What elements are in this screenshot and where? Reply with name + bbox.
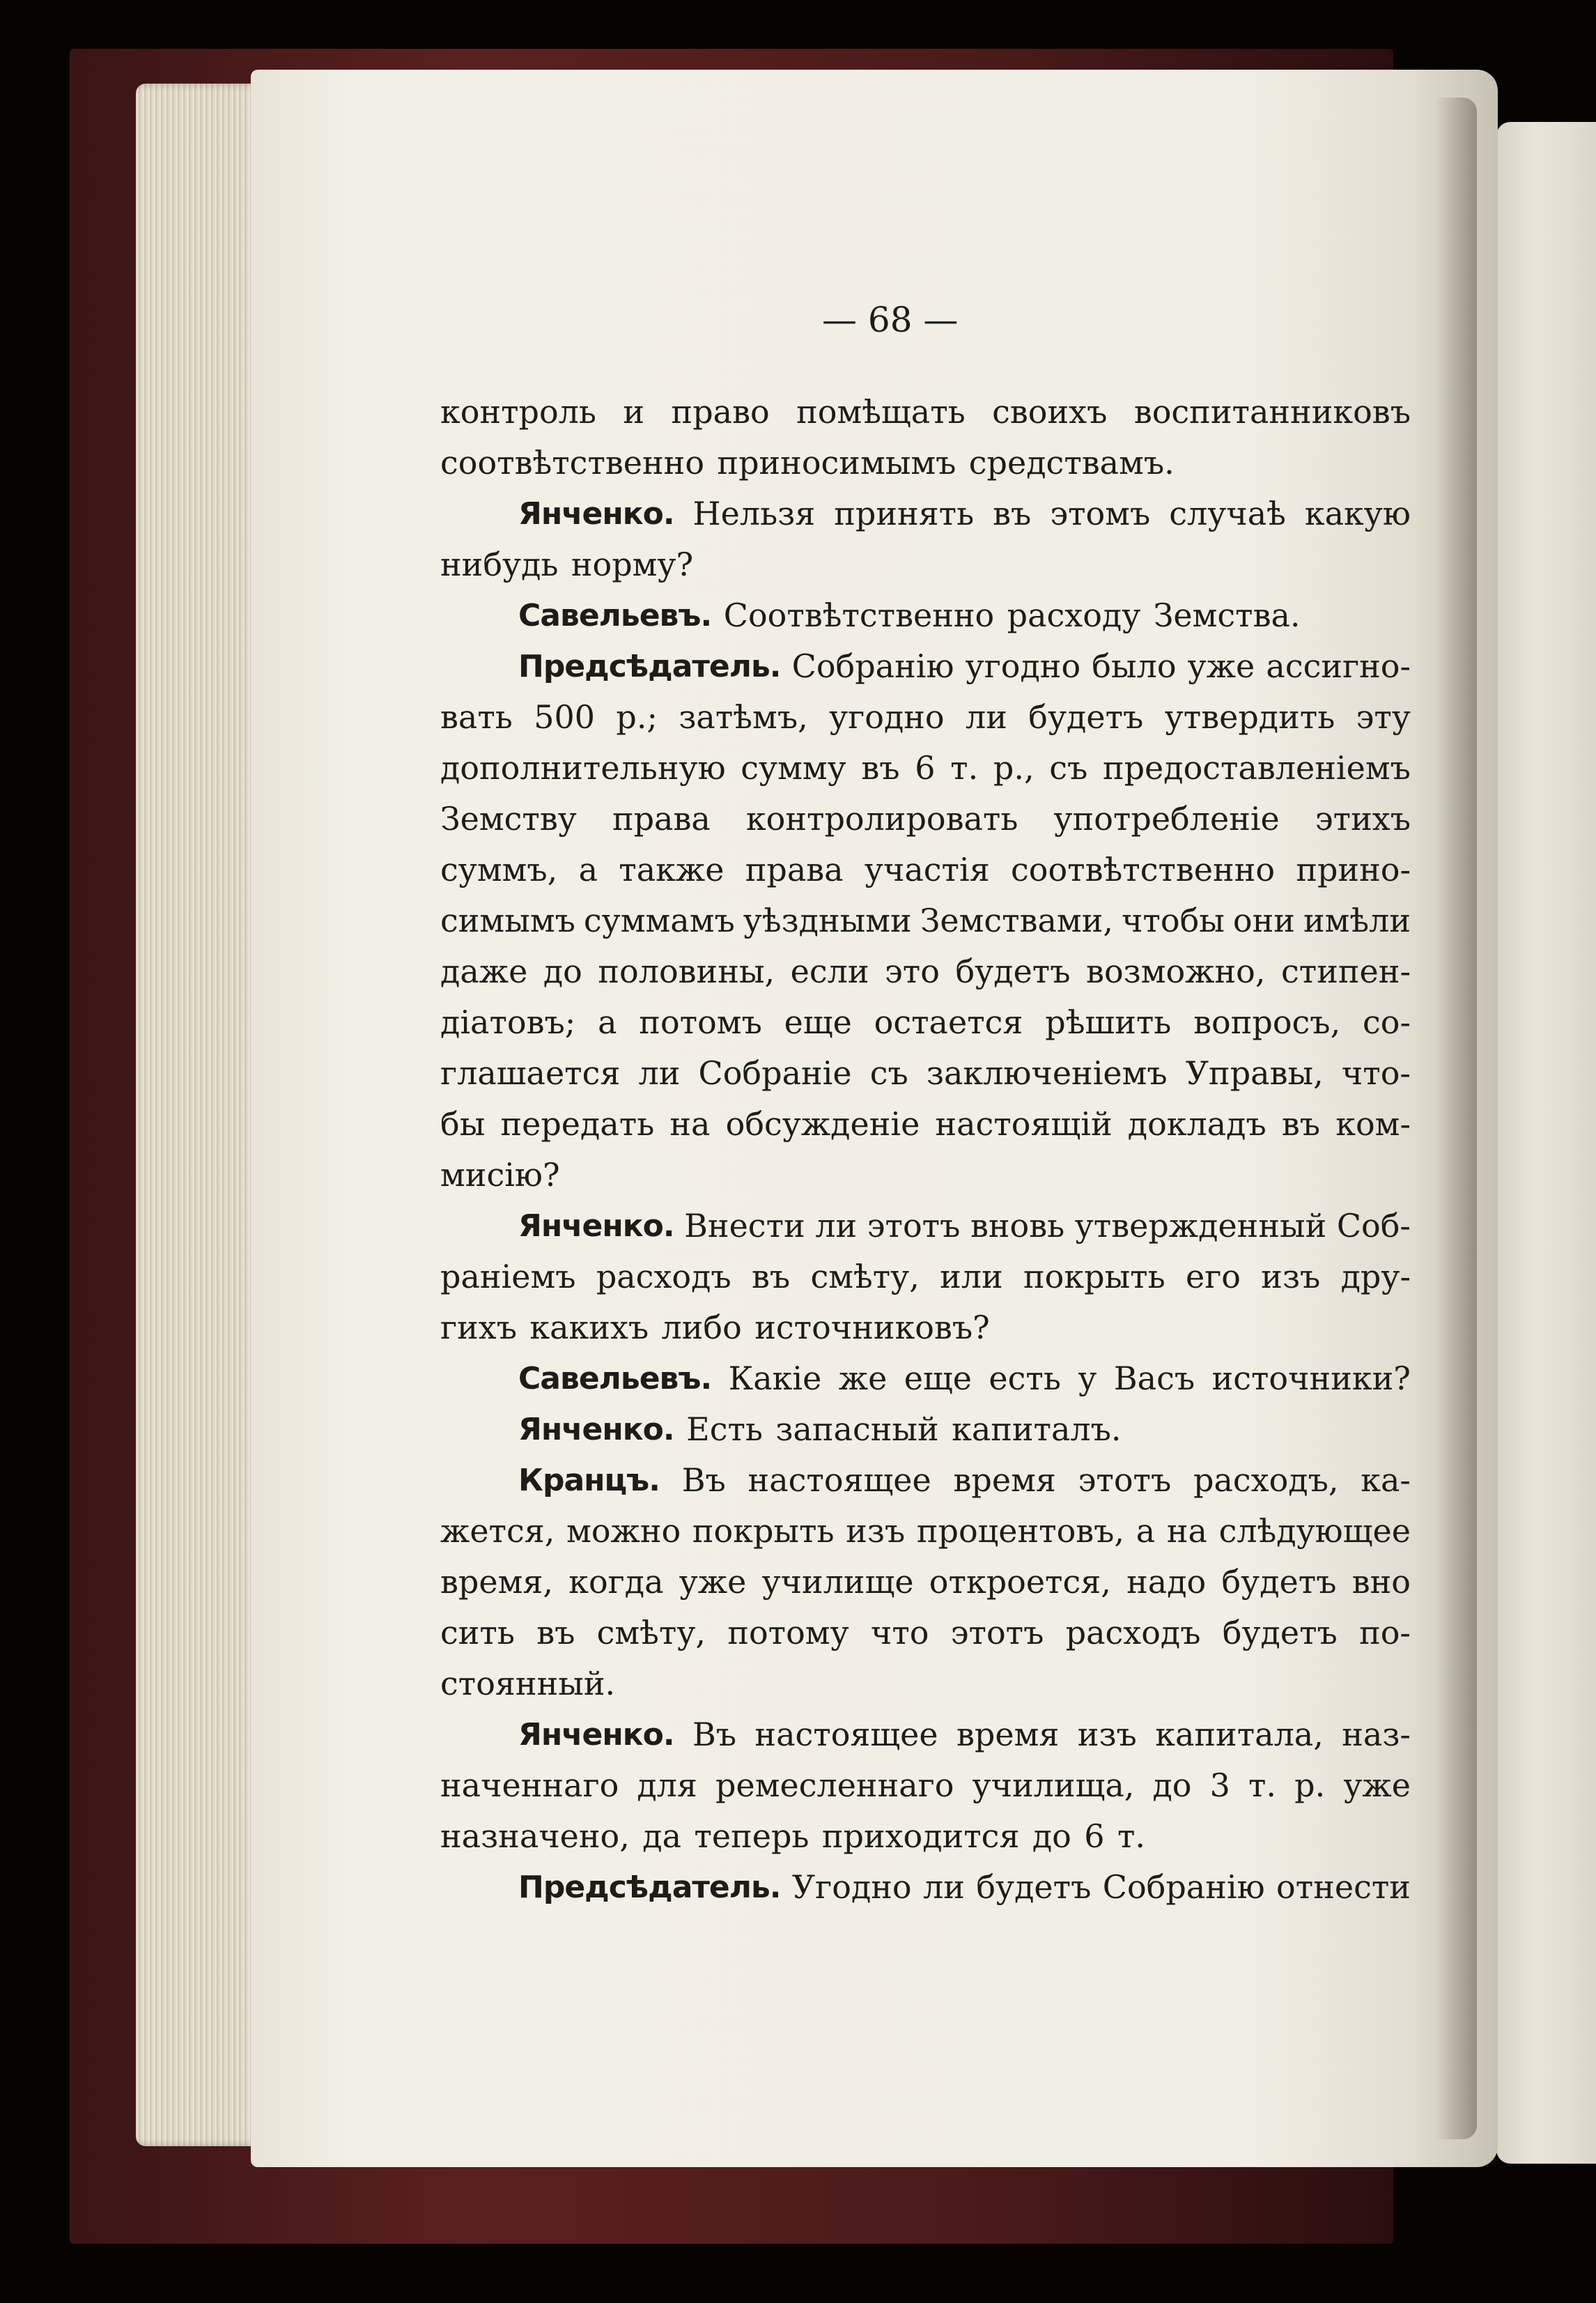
word: училища, [972,1766,1135,1804]
word: этотъ [950,1614,1044,1651]
word: вновь [970,1207,1065,1245]
word: ремесленнаго [715,1766,954,1804]
word: 3 [1209,1766,1230,1804]
word: р.; [616,698,658,736]
word: на [669,1105,711,1143]
word: когда [568,1563,664,1601]
word: нибудь [440,546,559,583]
word: покрыть [1023,1258,1165,1295]
word: или [940,1258,1003,1295]
word: 6 [915,749,936,787]
word: а [1136,1512,1156,1550]
word: возможно, [1086,953,1266,990]
word: Есть [686,1410,763,1448]
speaker-name: Предсѣдатель. [518,649,781,684]
word: настоящее [754,1716,938,1753]
word: смѣту, [596,1614,706,1651]
word: угодно [965,647,1081,685]
word: уже [679,1563,747,1601]
text-line [440,895,1411,946]
word: сить [440,1614,515,1651]
word: раніемъ [440,1258,576,1295]
word: какую [1304,495,1411,532]
word: стоянный. [440,1665,616,1702]
word: въ [536,1614,575,1651]
word: бы [440,1105,486,1143]
word: источники? [1211,1360,1411,1397]
word: докладъ [1127,1105,1266,1143]
word: діатовъ; [440,1003,576,1041]
word: принять [834,495,975,532]
text-line [440,1557,1411,1608]
word: также [619,851,725,888]
text-line [440,743,1411,794]
word: Угодно [791,1868,912,1906]
word: Въ [692,1716,737,1753]
speaker-name: Янченко. [518,1412,674,1447]
word: Нельзя [692,495,816,532]
word: еще [784,1003,852,1041]
word: будетъ [1028,698,1144,736]
word: по- [1359,1614,1411,1651]
text-line [440,539,1411,590]
text-line [440,1099,1411,1150]
word: средствамъ. [968,444,1175,482]
word: ка- [1361,1461,1411,1499]
word: утвердить [1164,698,1335,736]
word: Въ [681,1461,726,1499]
text-line [440,1302,1411,1353]
word: симымъ [440,902,575,939]
word: мисію? [440,1156,560,1194]
word: этотъ [1078,1461,1172,1499]
word: капитала, [1155,1716,1324,1753]
word: уже [1187,647,1255,685]
word: суммъ, [440,851,558,888]
word: жется, [440,1512,555,1550]
word: что [870,1614,929,1651]
page-gutter-shadow [1435,98,1477,2139]
word: время [953,1461,1056,1499]
word: соотвѣтственно [440,444,705,482]
word: затѣмъ, [679,698,808,736]
word: даже [440,953,528,990]
word: надо [1126,1563,1207,1601]
text-line [440,641,1411,692]
word: глашается [440,1054,621,1092]
word: т. [1117,1817,1146,1855]
word: и [623,393,645,431]
word: Какіе [728,1360,822,1397]
word: участія [864,851,990,888]
word: контроль [440,393,596,431]
speaker-name: Савельевъ. [518,598,712,633]
word: этомъ [1050,495,1151,532]
text-line [440,590,1411,641]
word: дополнительную [440,749,726,787]
word: будетъ [1222,1614,1338,1651]
word: стипен- [1281,953,1411,990]
word: расходъ [596,1258,731,1295]
text-line [440,1201,1411,1251]
word: 6 [1084,1817,1105,1855]
word: можно [566,1512,681,1550]
text-line [440,1506,1411,1557]
word: капиталъ. [952,1410,1122,1448]
word: приходится [821,1817,1020,1855]
word: 500 [534,698,596,736]
word: назначено, [440,1817,630,1855]
word: на [1166,1512,1207,1550]
text-line [440,1251,1411,1302]
word: половины, [598,953,775,990]
word: слѣдующее [1218,1512,1411,1550]
word: этихъ [1315,800,1411,838]
word: для [637,1766,697,1804]
word: а [578,851,598,888]
word: покрыть [692,1512,835,1550]
word: источниковъ? [754,1309,990,1346]
page-number: — 68 — [822,300,959,340]
word: р. [1294,1766,1326,1804]
word: Земству [440,800,577,838]
word: какихъ [529,1309,649,1346]
word: запасный [775,1410,939,1448]
word: расходъ [1065,1614,1201,1651]
word: у [1078,1360,1097,1397]
text-line [440,1455,1411,1506]
word: суммамъ [583,902,735,939]
word: т. [950,749,979,787]
word: потомъ [639,1003,762,1041]
word: этотъ [867,1207,961,1245]
word: въ [751,1258,791,1295]
text-line [440,692,1411,743]
word: въ [993,495,1032,532]
page-edges [136,84,268,2146]
text-line [440,1404,1411,1455]
text-line [440,1150,1411,1201]
word: со- [1363,1003,1411,1041]
text-line [440,1760,1411,1811]
word: ли [966,698,1007,736]
word: имѣли [1303,902,1411,939]
speaker-name: Янченко. [518,496,674,532]
text-line [440,488,1411,539]
word: Собраніе [698,1054,852,1092]
word: есть [989,1360,1061,1397]
word: Соотвѣтственно [723,596,995,634]
word: Собранію [791,647,954,685]
word: будетъ [976,1868,1092,1906]
word: наз- [1342,1716,1411,1753]
word: уѣздными [743,902,912,939]
word: Соб- [1336,1207,1411,1245]
word: съ [1049,749,1088,787]
speaker-name: Янченко. [518,1208,674,1244]
text-line [440,845,1411,895]
word: Васъ [1113,1360,1195,1397]
word: процентовъ, [916,1512,1125,1550]
word: своихъ [992,393,1108,431]
word: еще [904,1360,972,1397]
word: угодно [829,698,945,736]
word: настоящій [935,1105,1113,1143]
word: а [598,1003,617,1041]
word: время, [440,1563,553,1601]
word: уже [1343,1766,1411,1804]
word: его [1185,1258,1241,1295]
word: эту [1356,698,1411,736]
word: контролировать [745,800,1018,838]
word: права [745,851,844,888]
text-line [440,997,1411,1048]
speaker-name: Янченко. [518,1717,674,1753]
word: съ [869,1054,908,1092]
word: время [956,1716,1060,1753]
word: потому [727,1614,849,1651]
word: до [1032,1817,1071,1855]
word: наченнаго [440,1766,619,1804]
word: ли [638,1054,681,1092]
word: же [838,1360,888,1397]
word: въ [861,749,900,787]
text-line [440,1658,1411,1709]
text-line [440,1811,1411,1862]
word: будетъ [955,953,1071,990]
speaker-name: Кранцъ. [518,1463,660,1498]
word: ком- [1335,1105,1411,1143]
word: право [671,393,770,431]
word: вать [440,698,513,736]
word: Внести [684,1207,805,1245]
word: отнести [1276,1868,1411,1906]
word: Земствами, [920,902,1113,939]
word: Земства. [1153,596,1301,634]
word: Собранію [1102,1868,1265,1906]
word: воспитанниковъ [1133,393,1411,431]
word: соотвѣтственно [1011,851,1276,888]
word: помѣщать [796,393,966,431]
word: что- [1341,1054,1411,1092]
word: норму? [571,546,694,583]
word: либо [661,1309,742,1346]
word: ли [815,1207,858,1245]
word: это [885,953,940,990]
text-line [440,1709,1411,1760]
word: передать [500,1105,655,1143]
word: настоящее [747,1461,931,1499]
word: предоставленіемъ [1102,749,1411,787]
word: рѣшить [1045,1003,1172,1041]
word: было [1092,647,1177,685]
text-line [440,1608,1411,1658]
word: утвержденный [1074,1207,1327,1245]
word: откроется, [929,1563,1111,1601]
text-line [440,1353,1411,1404]
word: обсужденіе [725,1105,920,1143]
word: остается [874,1003,1023,1041]
word: приносимымъ [717,444,956,482]
word: изъ [1261,1258,1321,1295]
text-line [440,1862,1411,1913]
word: вно [1351,1563,1411,1601]
text-line [440,438,1411,488]
word: прино- [1296,851,1411,888]
text-line [440,387,1411,438]
word: изъ [1077,1716,1137,1753]
text-line [440,946,1411,997]
word: ли [923,1868,965,1906]
word: ассигно- [1266,647,1411,685]
word: Управы, [1185,1054,1324,1092]
word: случаѣ [1169,495,1286,532]
word: права [612,800,711,838]
word: да [642,1817,682,1855]
word: если [790,953,869,990]
word: будетъ [1221,1563,1337,1601]
speaker-name: Предсѣдатель. [518,1870,781,1905]
word: смѣту, [810,1258,920,1295]
word: заключеніемъ [926,1054,1168,1092]
word: расходу [1007,596,1141,634]
word: училище [761,1563,914,1601]
word: до [1152,1766,1192,1804]
word: гихъ [440,1309,517,1346]
word: до [543,953,582,990]
speaker-name: Савельевъ. [518,1361,712,1396]
word: вопросъ, [1193,1003,1341,1041]
next-page-edge [1496,122,1596,2164]
word: дру- [1340,1258,1411,1295]
word: чтобы [1122,902,1225,939]
text-line [440,794,1411,845]
word: они [1232,902,1295,939]
word: т. [1248,1766,1277,1804]
word: теперь [694,1817,809,1855]
word: р., [993,749,1035,787]
page-text [440,387,1411,1913]
word: изъ [846,1512,906,1550]
word: употребленіе [1053,800,1280,838]
word: расходъ, [1193,1461,1339,1499]
word: сумму [741,749,846,787]
word: въ [1281,1105,1321,1143]
text-line [440,1048,1411,1099]
